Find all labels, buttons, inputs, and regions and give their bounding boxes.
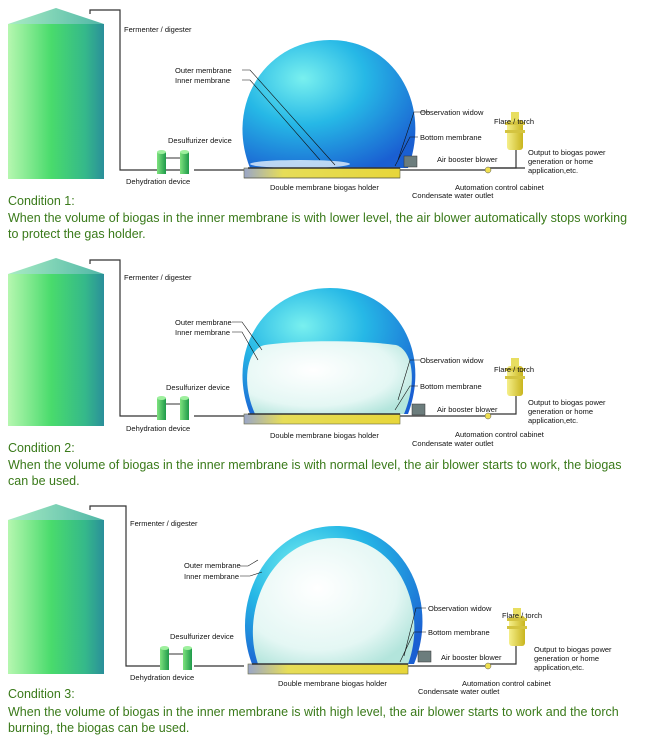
condition-2-title: Condition 2: bbox=[8, 441, 75, 455]
condition-3-title: Condition 3: bbox=[8, 687, 75, 701]
label-fermenter: Fermenter / digester bbox=[130, 519, 198, 528]
holder-base bbox=[248, 664, 408, 674]
label-desulfurizer: Desulfurizer device bbox=[168, 136, 232, 145]
label-dehydration: Dehydration device bbox=[126, 177, 191, 186]
label-condensate: Condensate water outlet bbox=[412, 439, 494, 448]
label-automation: Automation control cabinet bbox=[455, 430, 544, 439]
label-holder: Double membrane biogas holder bbox=[270, 431, 379, 440]
label-air-booster-blower: Air booster blower bbox=[437, 405, 498, 414]
label-bottom-membrane: Bottom membrane bbox=[420, 133, 482, 142]
desulfurizer-device bbox=[160, 646, 192, 670]
label-observation-widow: Observation widow bbox=[428, 604, 492, 613]
label-fermenter: Fermenter / digester bbox=[124, 25, 192, 34]
label-output: Output to biogas power generation or home application,etc. bbox=[534, 645, 612, 672]
label-holder: Double membrane biogas holder bbox=[278, 679, 387, 688]
label-bottom-membrane: Bottom membrane bbox=[428, 628, 490, 637]
desulfurizer-device bbox=[157, 396, 189, 420]
label-inner-membrane: Inner membrane bbox=[175, 328, 231, 337]
label-output: Output to biogas power generation or home application,etc. bbox=[528, 398, 606, 425]
condition-3-panel bbox=[0, 496, 650, 744]
label-bottom-membrane: Bottom membrane bbox=[420, 382, 482, 391]
outer-membrane-dome bbox=[242, 40, 415, 168]
condition-3-text: When the volume of biogas in the inner membrane is with high level, the air blower starts to work and the torch burning, the biogas can be used. bbox=[8, 705, 619, 735]
fermenter-tank bbox=[8, 8, 104, 179]
label-outer-membrane: Outer membrane bbox=[175, 66, 232, 75]
label-holder: Double membrane biogas holder bbox=[270, 183, 379, 192]
condition-1-text: When the volume of biogas in the inner membrane is with lower level, the air blower automatically stops working to protect the gas holder. bbox=[8, 211, 628, 241]
label-desulfurizer: Desulfurizer device bbox=[170, 632, 234, 641]
label-observation-widow: Observation widow bbox=[420, 108, 484, 117]
condition-2-panel bbox=[0, 250, 650, 498]
label-fermenter: Fermenter / digester bbox=[124, 273, 192, 282]
fermenter-tank bbox=[8, 504, 104, 674]
label-dehydration: Dehydration device bbox=[130, 673, 195, 682]
label-condensate: Condensate water outlet bbox=[418, 687, 500, 696]
fermenter-tank bbox=[8, 258, 104, 426]
label-flare-torch: Flare / torch bbox=[494, 365, 535, 374]
label-flare-torch: Flare / torch bbox=[494, 117, 535, 126]
label-outer-membrane: Outer membrane bbox=[184, 561, 241, 570]
label-condensate: Condensate water outlet bbox=[412, 191, 494, 200]
condition-2-text: When the volume of biogas in the inner membrane is with normal level, the air blower starts to work, the biogas can be used. bbox=[8, 458, 622, 488]
label-automation: Automation control cabinet bbox=[462, 679, 551, 688]
inner-membrane bbox=[247, 341, 412, 414]
label-flare-torch: Flare / torch bbox=[502, 611, 543, 620]
holder-base bbox=[244, 414, 400, 424]
condition-1-panel bbox=[0, 0, 650, 248]
label-inner-membrane: Inner membrane bbox=[184, 572, 240, 581]
label-desulfurizer: Desulfurizer device bbox=[166, 383, 230, 392]
label-observation-widow: Observation widow bbox=[420, 356, 484, 365]
label-air-booster-blower: Air booster blower bbox=[437, 155, 498, 164]
label-automation: Automation control cabinet bbox=[455, 183, 544, 192]
label-air-booster-blower: Air booster blower bbox=[441, 653, 502, 662]
holder-base bbox=[244, 168, 400, 178]
label-dehydration: Dehydration device bbox=[126, 424, 191, 433]
label-inner-membrane: Inner membrane bbox=[175, 76, 231, 85]
flare-torch bbox=[505, 358, 525, 396]
label-outer-membrane: Outer membrane bbox=[175, 318, 232, 327]
label-output: Output to biogas power generation or home application,etc. bbox=[528, 148, 606, 175]
condition-1-title: Condition 1: bbox=[8, 194, 75, 208]
